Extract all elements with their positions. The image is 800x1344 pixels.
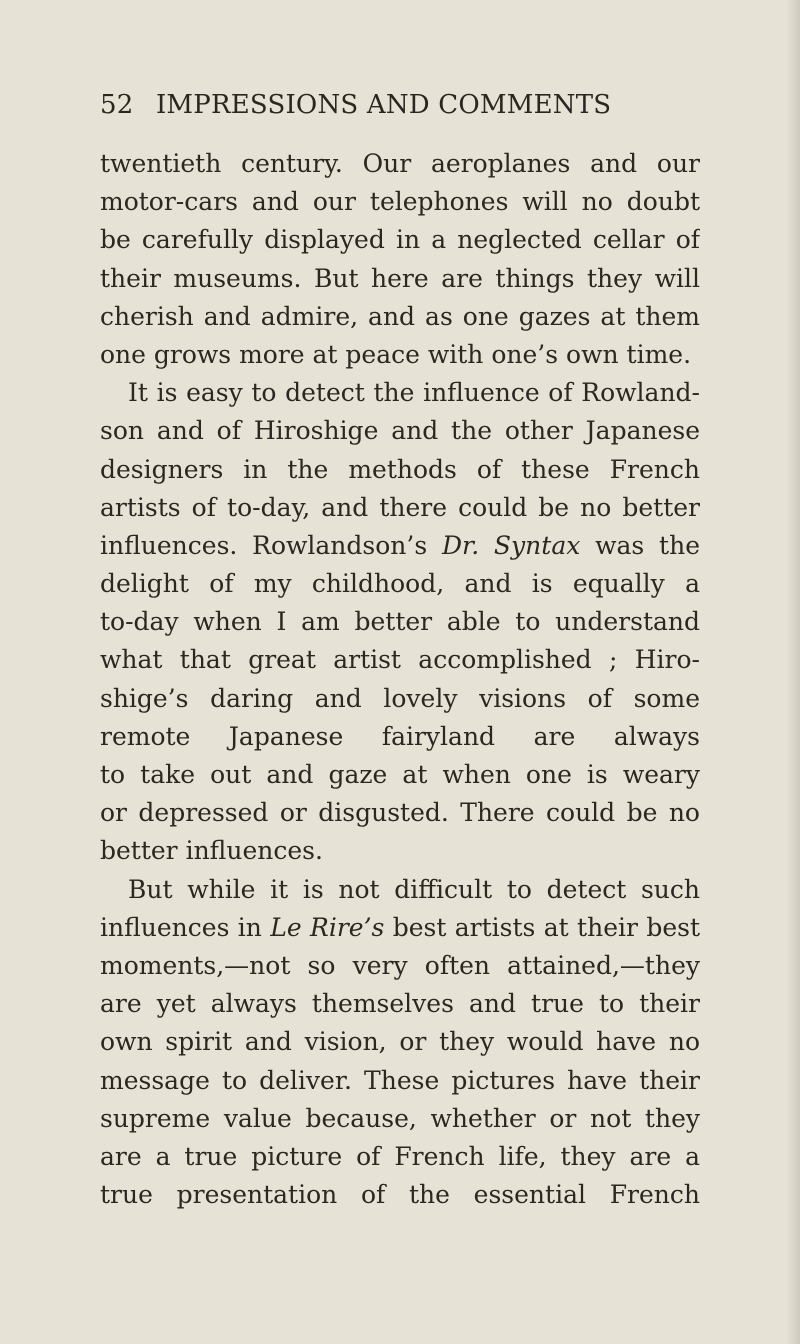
text-line: or depressed or disgusted. There could be no bbox=[100, 798, 700, 828]
text-line: designers in the methods of these French bbox=[100, 454, 700, 484]
text-line: remote Japanese fairyland are always bbox=[100, 721, 700, 751]
text-line: artists of to-day, and there could be no better bbox=[100, 492, 700, 522]
page-number: 52 bbox=[100, 90, 134, 120]
italic-title: Le Rire’s bbox=[270, 912, 385, 942]
text-line: are yet always themselves and true to their bbox=[100, 989, 700, 1019]
text-line: are a true picture of French life, they are a bbox=[100, 1141, 700, 1171]
text-line: influences. Rowlandson’s Dr. Syntax was the bbox=[100, 530, 700, 560]
text-line: moments,—not so very often attained,—they bbox=[100, 950, 700, 980]
body-text bbox=[100, 145, 700, 1214]
page-edge-shadow bbox=[786, 0, 800, 1344]
text-line: shige’s daring and lovely visions of some bbox=[100, 683, 700, 713]
text-line: motor-cars and our telephones will no doubt bbox=[100, 187, 700, 217]
text-line: It is easy to detect the influence of Rowland- bbox=[128, 378, 700, 408]
text-line: what that great artist accomplished ; Hiro- bbox=[100, 645, 700, 675]
text-line: message to deliver. These pictures have their bbox=[100, 1065, 700, 1095]
text-line: own spirit and vision, or they would have no bbox=[100, 1027, 700, 1057]
text-line: delight of my childhood, and is equally a bbox=[100, 569, 700, 599]
text-line: cherish and admire, and as one gazes at them bbox=[100, 301, 700, 331]
text-line: twentieth century. Our aeroplanes and our bbox=[100, 149, 700, 178]
text-line: their museums. But here are things they will bbox=[100, 263, 700, 293]
running-header bbox=[100, 90, 700, 130]
text-line: But while it is not difficult to detect such bbox=[128, 874, 700, 904]
text-line: to-day when I am better able to understand bbox=[100, 607, 700, 637]
text-line: one grows more at peace with one’s own time. bbox=[100, 339, 692, 369]
text-line: be carefully displayed in a neglected cellar of bbox=[100, 225, 700, 255]
text-line: to take out and gaze at when one is weary bbox=[100, 760, 700, 789]
text-line: better influences. bbox=[100, 836, 323, 866]
running-title: IMPRESSIONS AND COMMENTS bbox=[155, 90, 612, 120]
text-line: son and of Hiroshige and the other Japanese bbox=[100, 416, 700, 446]
text-line: influences in Le Rire’s best artists at their best bbox=[100, 912, 700, 942]
italic-title: Dr. Syntax bbox=[441, 530, 581, 560]
text-line: true presentation of the essential French bbox=[100, 1180, 700, 1210]
text-line: supreme value because, whether or not they bbox=[100, 1103, 700, 1133]
